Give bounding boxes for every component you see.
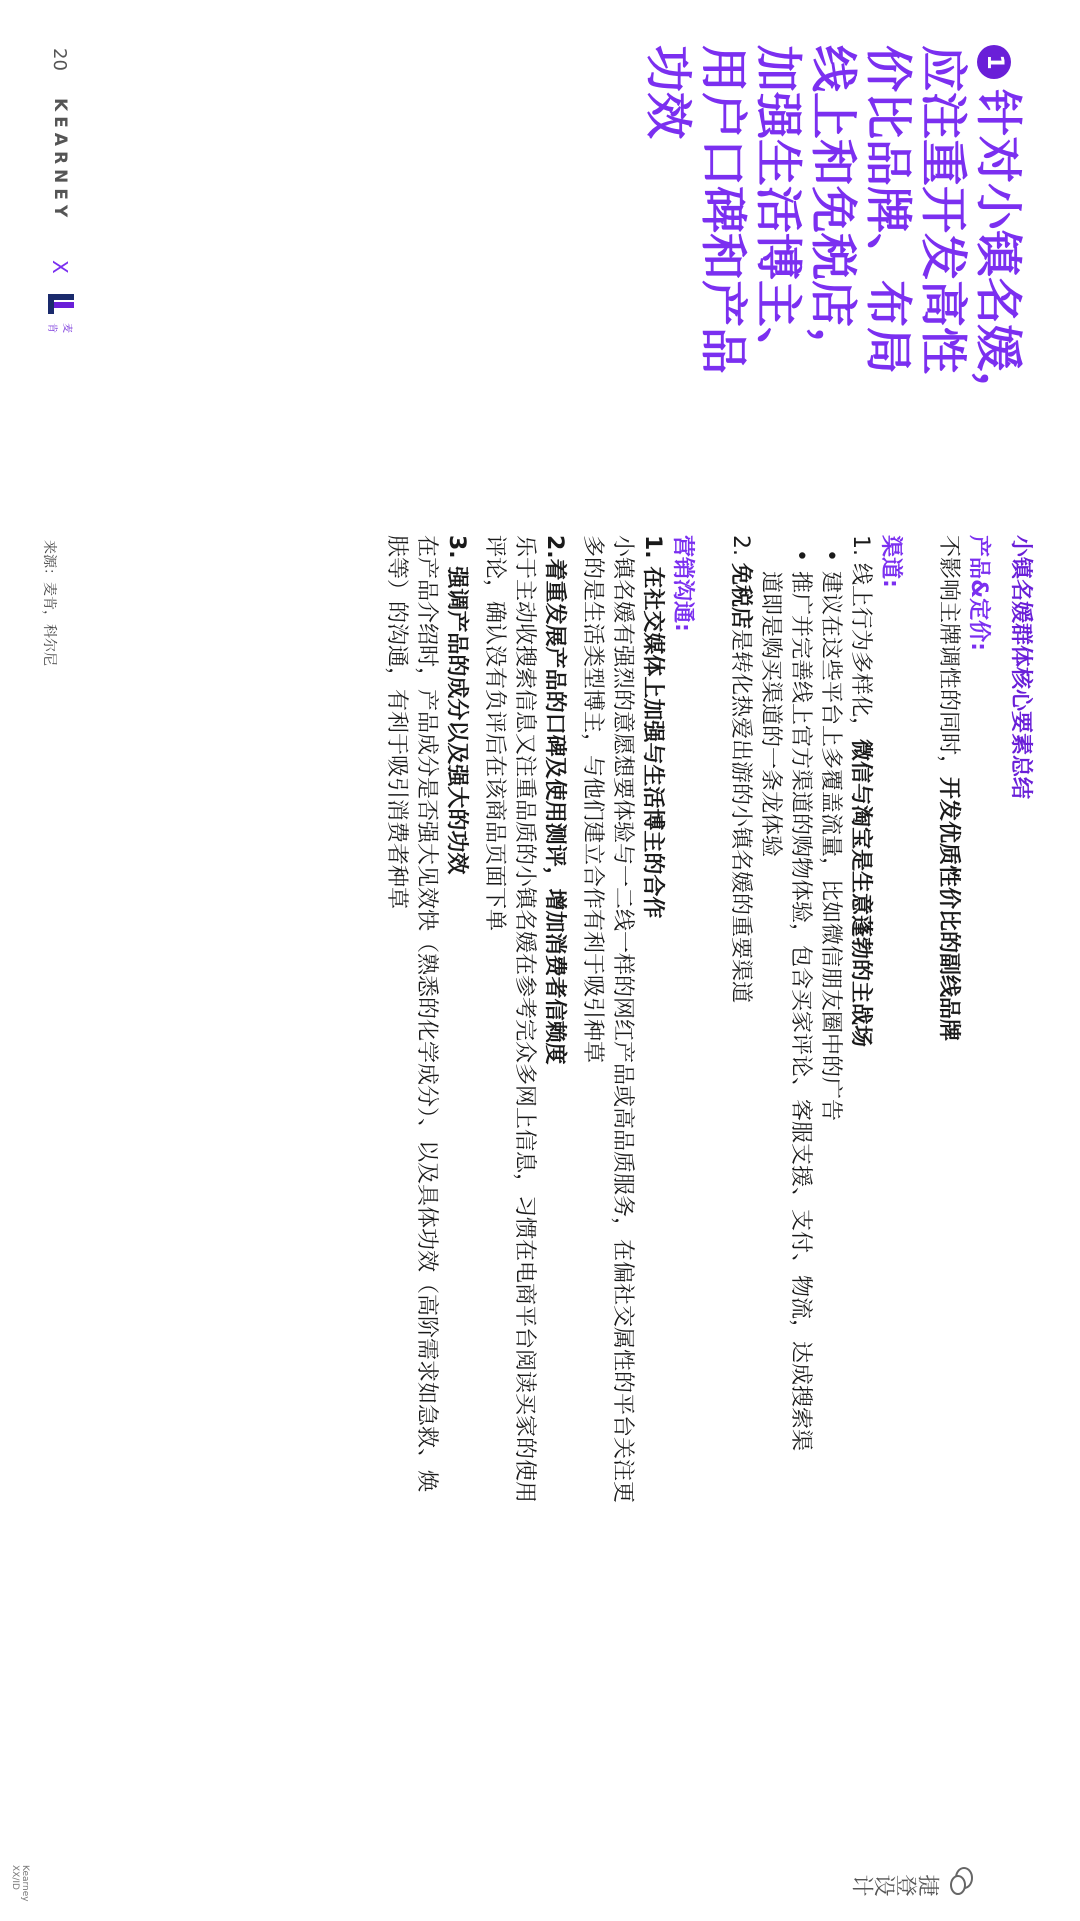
marketing-section bbox=[381, 535, 697, 1865]
title-line-5: 加强生活博主、 bbox=[750, 45, 805, 374]
marketing-item-3-text-a: 在产品介绍时，产品成分是否强大见效快（熟悉的化学成分）、以及具体功效（高阶需求如急救、焕 bbox=[414, 535, 439, 1493]
channel-bullet-2: • 推广并完善线上官方渠道的购物体验，包含买家评论、客服支援、支付、物流，达成搜索渠 bbox=[785, 535, 815, 1865]
channel-section bbox=[725, 535, 905, 1865]
title-line-6: 用户口碑和产品 bbox=[695, 45, 750, 374]
footer-brand-strip bbox=[30, 48, 70, 348]
partner-logo-text: 麦肯 bbox=[46, 323, 72, 333]
channel-bullet-2-cont: 道即是购买渠道的一条龙体验 bbox=[758, 571, 783, 858]
title-line-1 bbox=[970, 45, 1025, 515]
marketing-item-1-text-b: 多的是生活类型博主，与他们建立合作有利于吸引种草 bbox=[580, 535, 605, 1064]
channel-item-2-bold: 免税店 bbox=[728, 562, 753, 629]
marketing-item-1-text-a: 小镇名媛有强烈的意愿想要体验与一二线一样的网红产品或高品质服务，在偏社交属性的平台关注更 bbox=[610, 535, 635, 1504]
marketing-item-2-text-a: 乐于主动收搜索信息又注重品质的小镇名媛在参考完众多网上信息，习惯在电商平台阅读买家的使用 bbox=[512, 535, 537, 1504]
partner-logo-icon bbox=[46, 293, 76, 319]
source-note: 来源：麦肯，科尔尼 bbox=[41, 540, 57, 666]
partner-logo bbox=[42, 293, 76, 333]
title-line-2: 应注重开发高性 bbox=[915, 45, 970, 374]
channel-item-1 bbox=[845, 535, 875, 1865]
product-heading: 产品&定价: bbox=[966, 535, 991, 651]
footer-small-text: Kearney XX/ID bbox=[10, 1865, 30, 1902]
marketing-item-3-text-b: 肤等）的沟通，有利于吸引消费者种草 bbox=[384, 535, 409, 910]
marketing-item-2-head-b: 增加消费者信赖度 bbox=[542, 888, 567, 1065]
marketing-item-1-head-bold: 1. 在社交媒体上加强与生活博主的合作 bbox=[640, 535, 665, 919]
channel-item-1-bold: 微信与淘宝是生意蓬勃的主战场 bbox=[848, 738, 873, 1047]
channel-item-2-num: 2. bbox=[728, 535, 753, 563]
summary-heading: 小镇名媛群体核心要素总结 bbox=[1008, 535, 1033, 800]
channel-item-1-plain: 1. 线上行为多样化， bbox=[848, 535, 873, 739]
product-text-bold: 开发优质性价比的副线品牌 bbox=[936, 777, 961, 1042]
title-line-7: 功效 bbox=[640, 45, 695, 139]
channel-heading: 渠道: bbox=[878, 535, 903, 588]
channel-bullet-1: • 建议在这些平台上多覆盖流量，比如微信朋友圈中的广告 bbox=[815, 535, 845, 1865]
marketing-item-2-text-b: 评论，确认没有负评后在该商品页面下单 bbox=[482, 535, 507, 932]
slide-title bbox=[640, 45, 1025, 515]
channel-item-2 bbox=[725, 535, 755, 1865]
page-number: 20 bbox=[49, 48, 70, 71]
kearney-wordmark: KEARNEY bbox=[50, 98, 70, 223]
wechat-icon bbox=[947, 1866, 975, 1896]
product-text-plain: 不影响主牌调性的同时， bbox=[936, 535, 961, 778]
product-section bbox=[933, 535, 993, 1865]
marketing-heading: 营销沟通: bbox=[670, 535, 695, 632]
marketing-item-3-head-bold: 3. 强调产品的成分以及强大的功效 bbox=[444, 535, 469, 875]
marketing-item-2-head-a: 2.着重发展产品的口碑及使用测评， bbox=[542, 535, 567, 889]
marketing-item-3-head bbox=[441, 535, 471, 1865]
title-line-3: 价比品牌、布局 bbox=[860, 45, 915, 374]
collaboration-x: X bbox=[48, 260, 72, 274]
summary-content bbox=[381, 535, 1035, 1865]
title-line-4: 线上和免税店， bbox=[805, 45, 860, 374]
marketing-item-2-head bbox=[539, 535, 569, 1865]
product-text bbox=[933, 535, 963, 1865]
watermark-text: 捷登设计 bbox=[852, 1871, 940, 1896]
title-text-1: 针对小镇名媛， bbox=[970, 89, 1025, 418]
title-number-badge: 1 bbox=[978, 45, 1012, 79]
marketing-item-1-head bbox=[637, 535, 667, 1865]
channel-item-2-plain: 是转化热爱出游的小镇名媛的重要渠道 bbox=[728, 629, 753, 1004]
